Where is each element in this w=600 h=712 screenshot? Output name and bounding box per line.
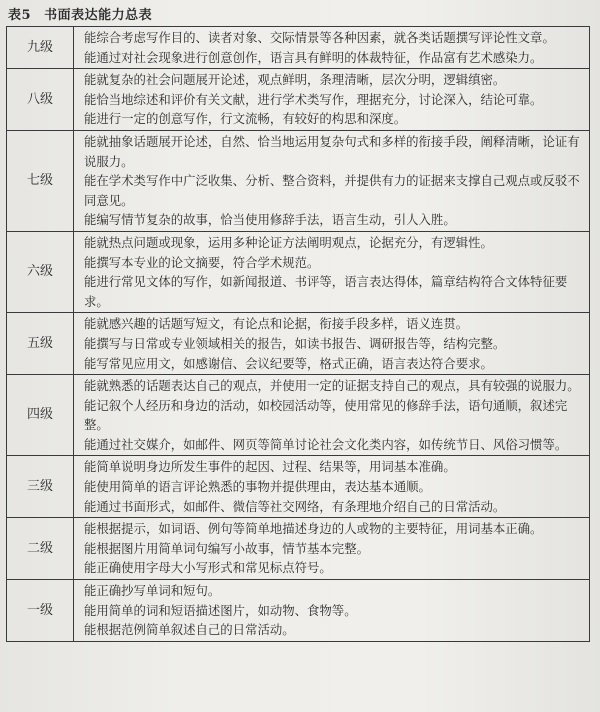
- level-cell: 七级: [7, 130, 74, 231]
- descriptor-line: 能就熟悉的话题表达自己的观点，并使用一定的证据支持自己的观点，具有较强的说服力。: [84, 378, 580, 394]
- table-row: [7, 27, 590, 69]
- description-cell: [74, 231, 590, 312]
- descriptor-line: 能用简单的词和短语描述图片，如动物、食物等。: [84, 602, 357, 618]
- writing-ability-table: [6, 26, 590, 642]
- descriptor-line: 能简单说明身边所发生事件的起因、过程、结果等，用词基本准确。: [84, 459, 456, 475]
- level-cell: 九级: [7, 27, 74, 69]
- table-row: [7, 518, 590, 580]
- table-row: [7, 456, 590, 518]
- descriptor-line: 能就热点问题或现象，运用多种论证方法阐明观点，论据充分，有逻辑性。: [84, 234, 493, 250]
- description-cell: [74, 27, 590, 69]
- table-row: [7, 375, 590, 456]
- descriptor-line: 能撰写与日常或专业领域相关的报告，如读书报告、调研报告等，结构完整。: [84, 335, 506, 351]
- descriptor-line: 能恰当地综述和评价有关文献，进行学术类写作，理据充分，讨论深入，结论可靠。: [84, 91, 543, 107]
- descriptor-line: 能就感兴趣的话题写短文，有论点和论据，衔接手段多样，语义连贯。: [84, 316, 469, 332]
- level-cell: 三级: [7, 456, 74, 518]
- descriptor-line: 能写常见应用文，如感谢信、会议纪要等，格式正确，语言表达符合要求。: [84, 355, 493, 371]
- description-cell: [74, 580, 590, 642]
- descriptor-line: 能就抽象话题展开论述，自然、恰当地运用复杂句式和多样的衔接手段，阐释清晰，论证有说服力。: [84, 133, 580, 169]
- descriptor-line: 能根据范例简单叙述自己的日常活动。: [84, 622, 295, 638]
- table-title: 书面表达能力总表: [44, 8, 153, 23]
- descriptor-line: 能根据图片用简单词句编写小故事，情节基本完整。: [84, 540, 369, 556]
- descriptor-line: 能编写情节复杂的故事，恰当使用修辞手法，语言生动，引人入胜。: [84, 212, 456, 228]
- descriptor-line: 能在学术类写作中广泛收集、分析、整合资料，并提供有力的证据来支撑自己观点或反驳不同意见。: [84, 173, 580, 208]
- descriptor-line: 能正确抄写单词和短句。: [84, 583, 221, 599]
- description-cell: [74, 456, 590, 518]
- description-cell: [74, 375, 590, 456]
- descriptor-line: 能撰写本专业的论文摘要，符合学术规范。: [84, 254, 320, 270]
- descriptor-line: 能进行常见文体的写作，如新闻报道、书评等，语言表达得体，篇章结构符合文体特征要求。: [84, 274, 568, 309]
- descriptor-line: 能正确使用字母大小写形式和常见标点符号。: [84, 560, 332, 576]
- descriptor-line: 能通过社交媒介，如邮件、网页等简单讨论社会文化类内容，如传统节日、风俗习惯等。: [84, 436, 568, 452]
- descriptor-line: 能就复杂的社会问题展开论述，观点鲜明，条理清晰，层次分明，逻辑缜密。: [84, 72, 506, 88]
- descriptor-line: 能进行一定的创意写作，行文流畅，有较好的构思和深度。: [84, 111, 407, 127]
- descriptor-line: 能根据提示，如词语、例句等简单地描述身边的人或物的主要特征，用词基本正确。: [84, 521, 543, 537]
- level-cell: 一级: [7, 580, 74, 642]
- table-row: [7, 130, 590, 231]
- table-row: [7, 231, 590, 312]
- descriptor-line: 能通过书面形式，如邮件、微信等社交网络，有条理地介绍自己的日常活动。: [84, 498, 506, 514]
- table-caption: [8, 4, 152, 23]
- descriptor-line: 能综合考虑写作目的、读者对象、交际情景等各种因素，就各类话题撰写评论性文章。: [84, 30, 555, 45]
- description-cell: [74, 518, 590, 580]
- level-cell: 六级: [7, 231, 74, 312]
- level-cell: 八级: [7, 69, 74, 131]
- description-cell: [74, 313, 590, 375]
- level-cell: 二级: [7, 518, 74, 580]
- description-cell: [74, 69, 590, 131]
- table-row: [7, 69, 590, 131]
- description-cell: [74, 130, 590, 231]
- table-row: [7, 313, 590, 375]
- table-row: [7, 580, 590, 642]
- table-number: 表5: [8, 8, 32, 23]
- descriptor-line: 能使用简单的语言评论熟悉的事物并提供理由，表达基本通顺。: [84, 479, 431, 495]
- descriptor-line: 能记叙个人经历和身边的活动，如校园活动等，使用常见的修辞手法，语句通顺，叙述完整。: [84, 397, 568, 433]
- level-cell: 五级: [7, 313, 74, 375]
- descriptor-line: 能通过对社会现象进行创意创作，语言具有鲜明的体裁特征，作品富有艺术感染力。: [84, 49, 543, 65]
- level-cell: 四级: [7, 375, 74, 456]
